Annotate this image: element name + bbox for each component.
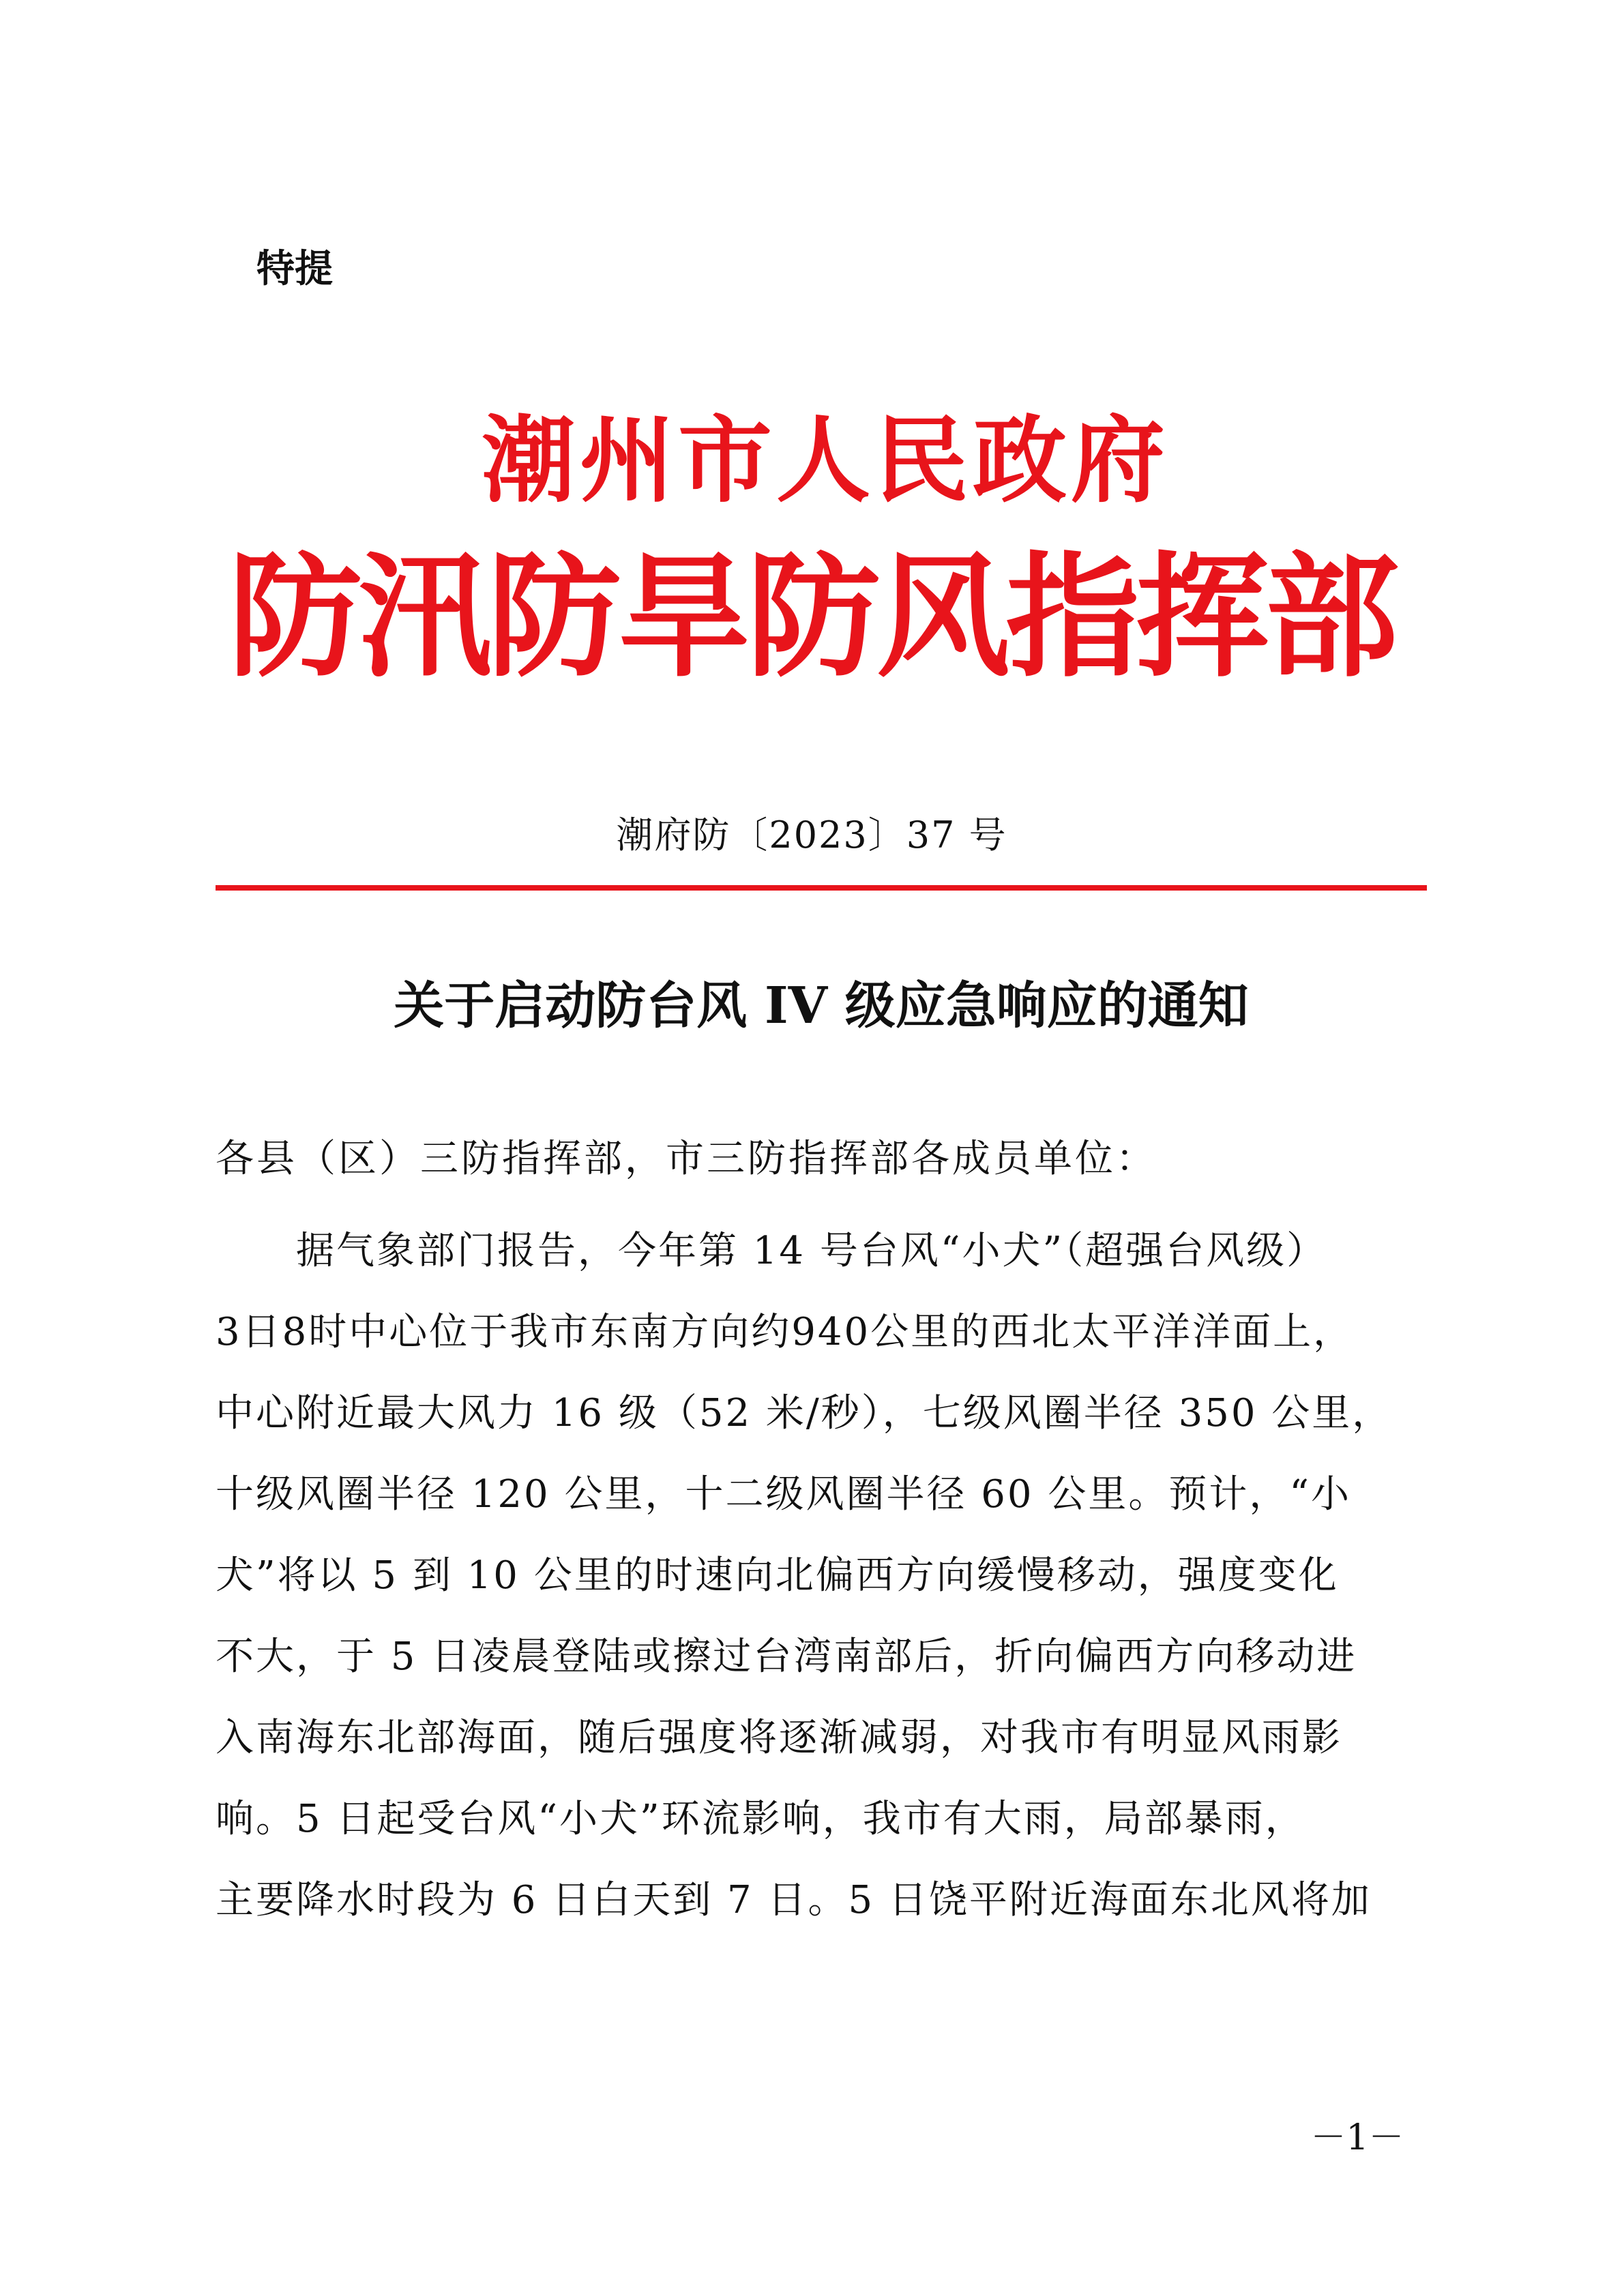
document-title: 关于启动防台风 IV 级应急响应的通知	[394, 976, 1249, 1035]
body-text	[216, 1210, 1430, 1941]
body-line: 犬”将以 5 到 10 公里的时速向北偏西方向缓慢移动，强度变化	[216, 1553, 1339, 1598]
agency-name-line2: 防汛防旱防风指挥部	[228, 539, 1395, 696]
body-line: 响。5 日起受台风“小犬”环流影响，我市有大雨，局部暴雨，	[216, 1797, 1305, 1841]
addressee: 各县（区）三防指挥部，市三防指挥部各成员单位：	[216, 1137, 1157, 1181]
special-mark: 特提	[256, 247, 333, 291]
page-number: －1－	[1310, 2117, 1404, 2158]
body-line: 十级风圈半径 120 公里，十二级风圈半径 60 公里。预计，“小	[216, 1472, 1351, 1517]
agency-name-line1: 潮州市人民政府	[481, 404, 1169, 516]
body-line: 中心附近最大风力 16 级（52 米/秒），七级风圈半径 350 公里，	[216, 1391, 1393, 1435]
body-line: 3日8时中心位于我市东南方向约940公里的西北太平洋洋面上，	[216, 1310, 1354, 1354]
body-line: 不大，于 5 日凌晨登陆或擦过台湾南部后，折向偏西方向移动进	[216, 1635, 1357, 1679]
red-divider	[216, 885, 1427, 891]
body-line: 入南海东北部海面，随后强度将逐渐减弱，对我市有明显风雨影	[216, 1716, 1342, 1760]
document-number: 潮府防〔2023〕37 号	[616, 814, 1007, 856]
body-line: 主要降水时段为 6 日白天到 7 日。5 日饶平附近海面东北风将加	[216, 1878, 1372, 1922]
body-line: 据气象部门报告，今年第 14 号台风“小犬”（超强台风级）	[296, 1229, 1327, 1273]
